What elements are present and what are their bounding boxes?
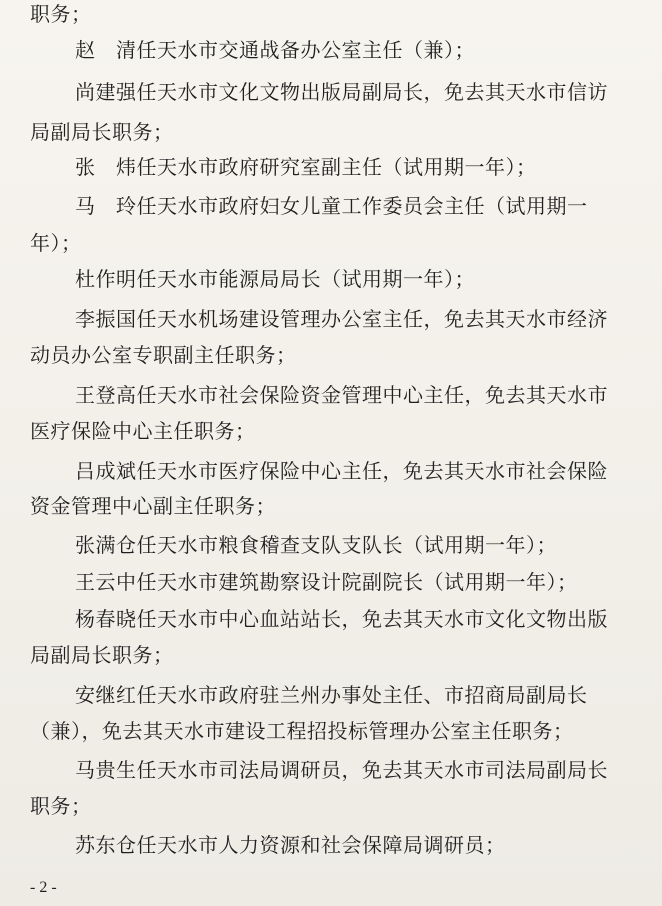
text-line: 尚建强任天水市文化文物出版局副局长，免去其天水市信访 [75,80,608,104]
text-line: 杨春晓任天水市中心血站站长，免去其天水市文化文物出版 [75,607,608,631]
text-line: 安继红任天水市政府驻兰州办事处主任、市招商局副局长 [75,683,588,707]
text-line: 王登高任天水市社会保险资金管理中心主任，免去其天水市 [75,383,608,407]
text-line: 医疗保险中心主任职务； [30,419,256,443]
text-line: 马贵生任天水市司法局调研员，免去其天水市司法局副局长 [75,758,608,782]
text-line: 资金管理中心副主任职务； [30,494,276,518]
text-line: 局副局长职务； [30,643,174,667]
text-line: 局副局长职务； [30,120,174,144]
text-line: 张 炜任天水市政府研究室副主任（试用期一年）； [75,155,537,179]
text-line: 赵 清任天水市交通战备办公室主任（兼）； [75,38,475,62]
page-number: - 2 - [30,879,57,896]
text-line: 职务； [30,2,92,26]
text-line: 职务； [30,794,92,818]
text-line: 王云中任天水市建筑勘察设计院副院长（试用期一年）； [75,570,578,594]
text-line: 苏东仓任天水市人力资源和社会保障局调研员； [75,833,506,857]
text-line: （兼），免去其天水市建设工程招投标管理办公室主任职务； [30,719,574,743]
text-line: 马 玲任天水市政府妇女儿童工作委员会主任（试用期一 [75,194,588,218]
text-line: 动员办公室专职副主任职务； [30,343,297,367]
text-line: 李振国任天水机场建设管理办公室主任，免去其天水市经济 [75,307,608,331]
text-line: 张满仓任天水市粮食稽查支队支队长（试用期一年）； [75,533,557,557]
text-line: 杜作明任天水市能源局局长（试用期一年）； [75,267,475,291]
text-line: 吕成斌任天水市医疗保险中心主任，免去其天水市社会保险 [75,459,608,483]
text-line: 年）； [30,231,82,255]
